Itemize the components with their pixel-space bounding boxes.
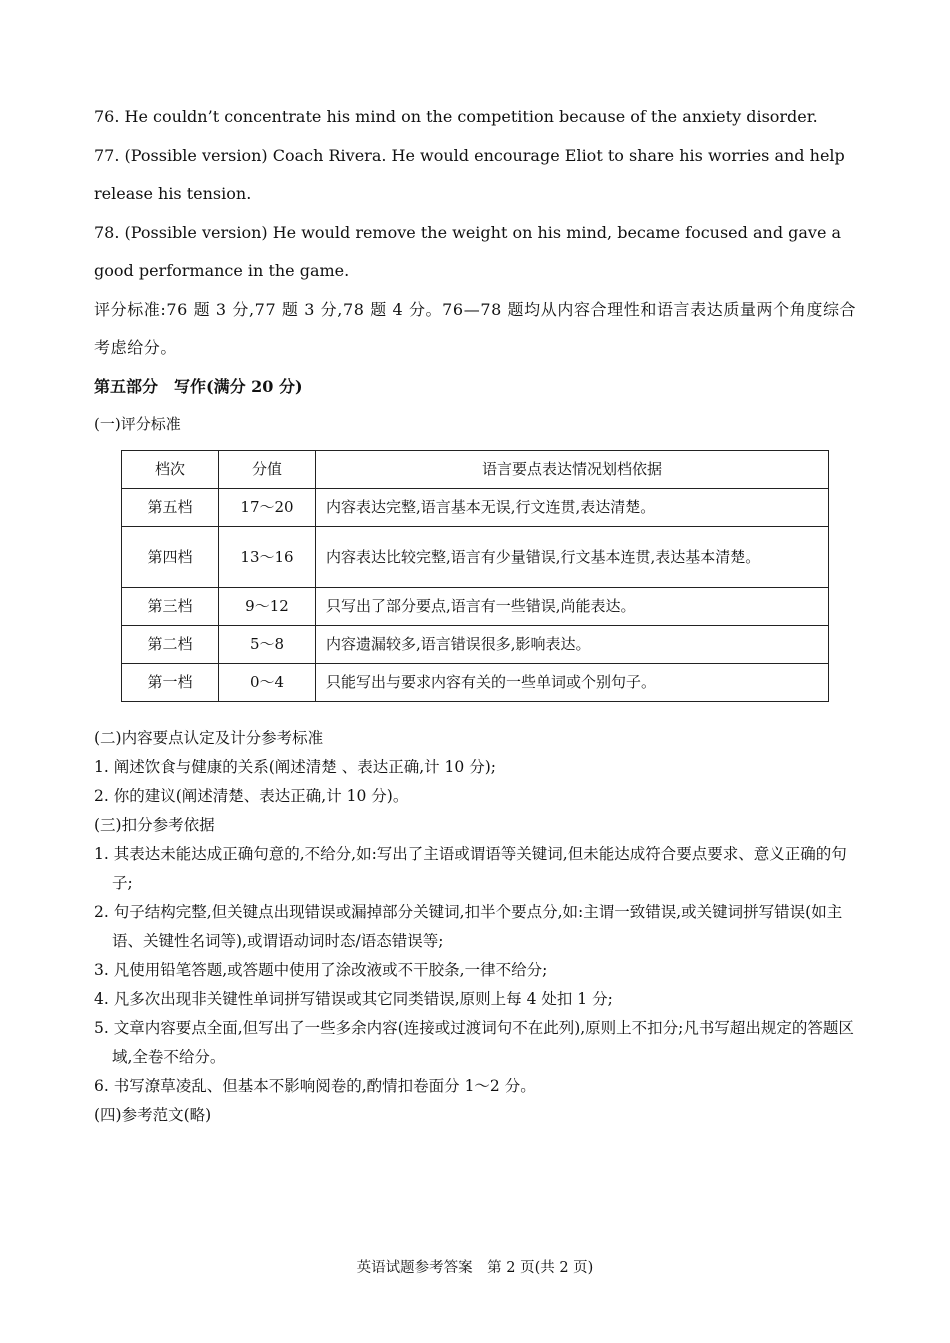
sample-heading: (四)参考范文(略) xyxy=(94,1105,212,1124)
points-heading: (二)内容要点认定及计分参考标准 xyxy=(94,728,324,747)
level-cell: 第三档 xyxy=(122,587,219,625)
basis-cell: 内容遗漏较多,语言错误很多,影响表达。 xyxy=(316,625,829,663)
basis-cell: 内容表达完整,语言基本无误,行文连贯,表达清楚。 xyxy=(316,488,829,526)
level-cell: 第一档 xyxy=(122,663,219,701)
header-basis: 语言要点表达情况划档依据 xyxy=(316,450,829,488)
basis-cell: 内容表达比较完整,语言有少量错误,行文基本连贯,表达基本清楚。 xyxy=(316,526,829,587)
level-cell: 第四档 xyxy=(122,526,219,587)
writing-section-title: 第五部分 写作(满分 20 分) xyxy=(94,376,303,396)
header-level: 档次 xyxy=(122,450,219,488)
level-cell: 第五档 xyxy=(122,488,219,526)
page-content xyxy=(94,98,858,1130)
list-item: 5. 文章内容要点全面,但写出了一些多余内容(连接或过渡词句不在此列),原则上不扣分;凡书写超出规定的答题区域,全卷不给分。 xyxy=(94,1018,854,1066)
score-cell: 0～4 xyxy=(219,663,316,701)
table-row xyxy=(122,526,829,587)
answer-78: 78. (Possible version) He would remove the weight on his mind, became focused and gave a good performance in the game. xyxy=(94,222,842,280)
list-item: 3. 凡使用铅笔答题,或答题中使用了涂改液或不干胶条,一律不给分; xyxy=(94,960,548,979)
answer-77: 77. (Possible version) Coach Rivera. He would encourage Eliot to share his worries and help release his tension. xyxy=(94,145,845,203)
level-cell: 第二档 xyxy=(122,625,219,663)
answer-76: 76. He couldn’t concentrate his mind on the competition because of the anxiety disorder. xyxy=(94,107,818,126)
table-row xyxy=(122,587,829,625)
table-row xyxy=(122,625,829,663)
list-item: 6. 书写潦草凌乱、但基本不影响阅卷的,酌情扣卷面分 1～2 分。 xyxy=(94,1076,536,1095)
table-header-row xyxy=(122,450,829,488)
list-item: 2. 句子结构完整,但关键点出现错误或漏掉部分关键词,扣半个要点分,如:主谓一致错误,或关键词拼写错误(如主语、关键性名词等),或谓语动词时态/语态错误等; xyxy=(94,902,843,950)
scoring-standard: 评分标准:76 题 3 分,77 题 3 分,78 题 4 分。76—78 题均从内容合理性和语言表达质量两个角度综合考虑给分。 xyxy=(94,299,857,357)
grading-table xyxy=(121,450,829,702)
score-cell: 13～16 xyxy=(219,526,316,587)
criteria-heading: (一)评分标准 xyxy=(94,414,181,433)
list-item: 2. 你的建议(阐述清楚、表达正确,计 10 分)。 xyxy=(94,786,409,805)
score-cell: 5～8 xyxy=(219,625,316,663)
table-row xyxy=(122,663,829,701)
list-item: 1. 其表达未能达成正确句意的,不给分,如:写出了主语或谓语等关键词,但未能达成符合要点要求、意义正确的句子; xyxy=(94,844,847,892)
basis-cell: 只写出了部分要点,语言有一些错误,尚能表达。 xyxy=(316,587,829,625)
content-points xyxy=(94,724,858,1130)
basis-cell: 只能写出与要求内容有关的一些单词或个别句子。 xyxy=(316,663,829,701)
header-score: 分值 xyxy=(219,450,316,488)
deduction-heading: (三)扣分参考依据 xyxy=(94,815,215,834)
page-footer: 英语试题参考答案 第 2 页(共 2 页) xyxy=(356,1260,594,1276)
score-cell: 17～20 xyxy=(219,488,316,526)
list-item: 1. 阐述饮食与健康的关系(阐述清楚 、表达正确,计 10 分); xyxy=(94,757,496,776)
list-item: 4. 凡多次出现非关键性单词拼写错误或其它同类错误,原则上每 4 处扣 1 分; xyxy=(94,989,613,1008)
score-cell: 9～12 xyxy=(219,587,316,625)
table-row xyxy=(122,488,829,526)
